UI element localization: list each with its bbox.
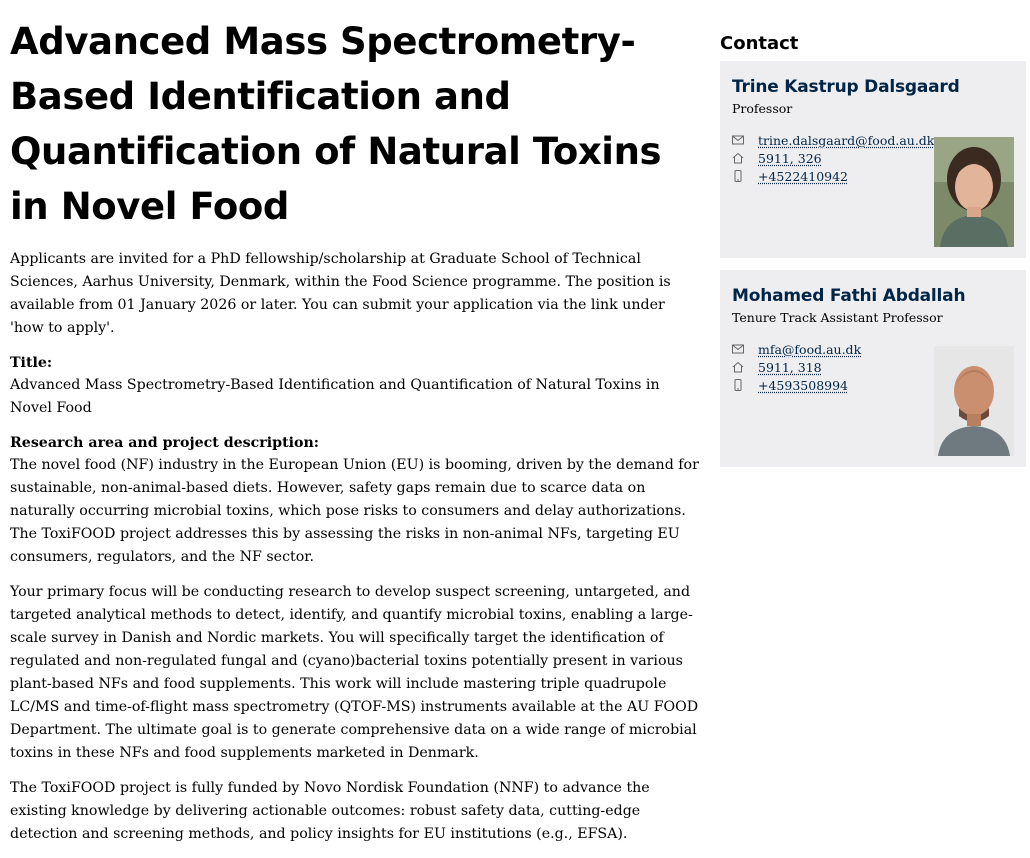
main-content [10,14,700,858]
contact-role: Professor [732,101,793,116]
email-row [732,131,934,149]
phone-link[interactable]: +4522410942 [758,168,849,184]
phone-row [732,167,934,185]
email-link[interactable]: mfa@food.au.dk [758,341,862,357]
mobile-phone-icon [732,379,744,391]
contact-card [720,61,1026,258]
focus-paragraph: Your primary focus will be conducting research to develop suspect screening, untargeted, and targeted analytical methods to detect, identify, and quantify microbial toxins, enabling a large-scale survey in Danish and Nordic markets. You will specifically target the identification of regulated and non-regulated fungal and (cyano)bacterial toxins potentially present in various plant-based NFs and food supplements. This work will include mastering triple quadrupole LC/MS and time-of-flight mass spectrometry (QTOF-MS) instruments available at the AU FOOD Department. The ultimate goal is to generate comprehensive data on a wide range of microbial toxins in these NFs and food supplements marketed in Denmark. [10,584,699,761]
title-section [10,352,700,420]
title-value: Advanced Mass Spectrometry-Based Identification and Quantification of Natural Toxins in Novel Food [10,377,660,416]
office-number[interactable]: 5911, 326 [758,150,822,166]
contact-details [732,340,861,394]
research-label: Research area and project description: [10,435,320,451]
research-section [10,432,700,569]
contact-card [720,270,1026,467]
funding-paragraph: The ToxiFOOD project is fully funded by Novo Nordisk Foundation (NNF) to advance the existing knowledge by delivering actionable outcomes: robust safety data, cutting-edge detection and screening methods, and policy insights for EU institutions (e.g., EFSA). [10,780,650,842]
contact-name[interactable]: Mohamed Fathi Abdallah [732,286,966,306]
page-title: Advanced Mass Spectrometry-Based Identification and Quantification of Natural Toxins in Novel Food [10,20,662,228]
contact-name[interactable]: Trine Kastrup Dalsgaard [732,77,960,97]
envelope-icon [732,343,744,355]
envelope-icon [732,134,744,146]
office-row [732,358,861,376]
house-icon [732,152,744,164]
contact-photo [934,346,1014,456]
phone-link[interactable]: +4593508994 [758,377,849,393]
contact-heading: Contact [720,33,799,54]
email-row [732,340,861,358]
contact-details [732,131,934,185]
house-icon [732,361,744,373]
job-description [10,248,700,846]
contact-sidebar [720,32,1026,479]
contact-photo [934,137,1014,247]
office-row [732,149,934,167]
title-label: Title: [10,355,53,371]
intro-paragraph: Applicants are invited for a PhD fellowship/scholarship at Graduate School of Technical Sciences, Aarhus University, Denmark, within the Food Science programme. The position is available from 01 January 2026 or later. You can submit your application via the link under 'how to apply'. [10,251,671,336]
mobile-phone-icon [732,170,744,182]
email-link[interactable]: trine.dalsgaard@food.au.dk [758,132,935,148]
research-text: The novel food (NF) industry in the European Union (EU) is booming, driven by the demand for sustainable, non-animal-based diets. However, safety gaps remain due to scarce data on naturally occurring microbial toxins, which pose risks to consumers and delay authorizations. The ToxiFOOD project addresses this by assessing the risks in non-animal NFs, targeting EU consumers, regulators, and the NF sector. [10,457,699,565]
contact-role: Tenure Track Assistant Professor [732,310,943,325]
office-number[interactable]: 5911, 318 [758,359,822,375]
phone-row [732,376,861,394]
